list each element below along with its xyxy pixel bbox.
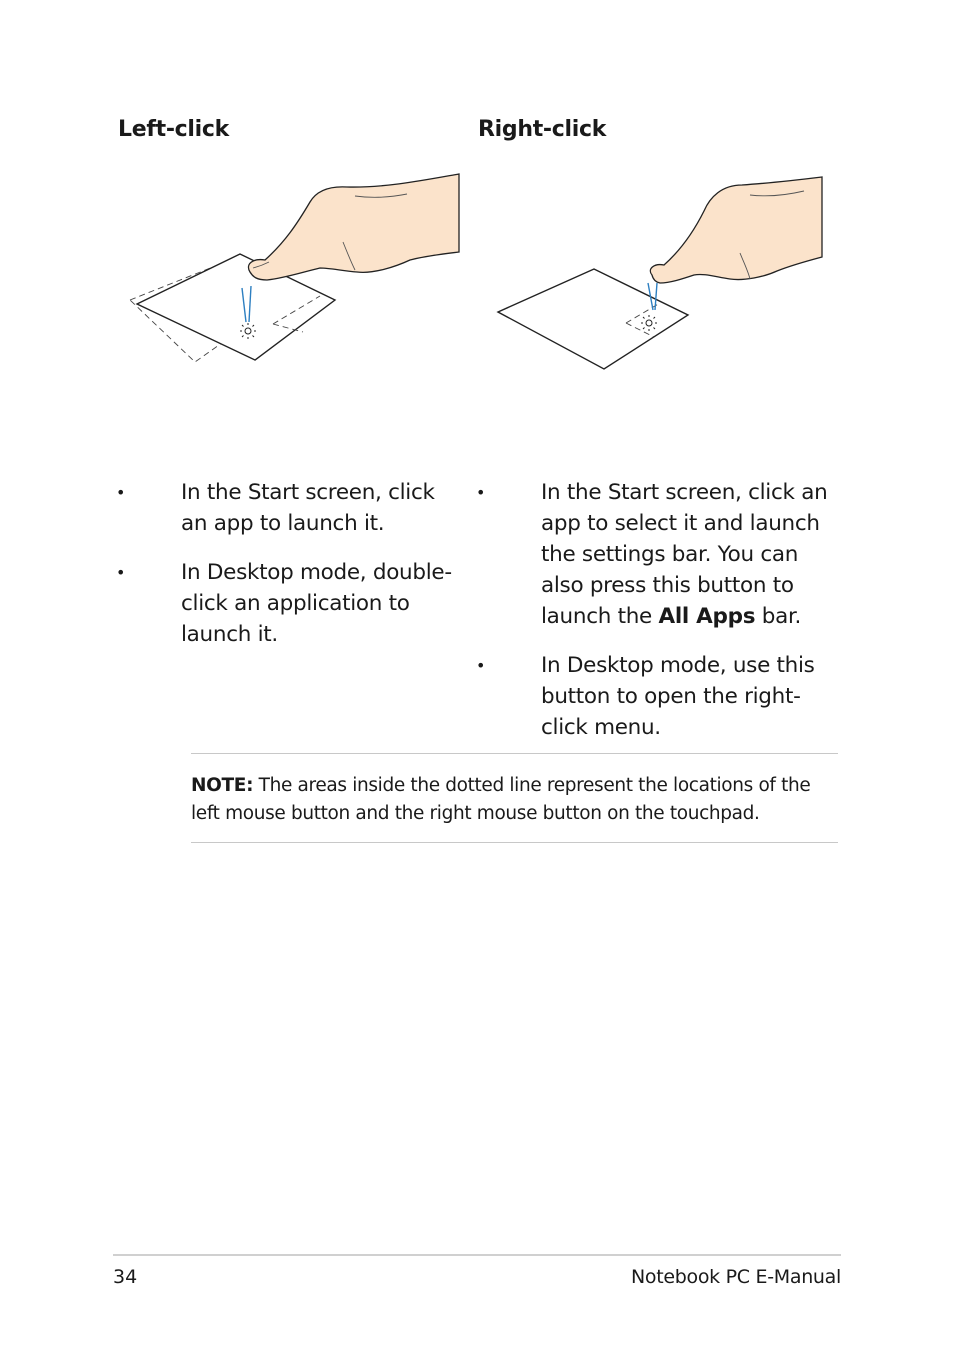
touchpad-surface [498, 269, 688, 369]
footer-divider [113, 1254, 841, 1256]
note-text: The areas inside the dotted line represent the locations of the left mouse button and the right mouse button on the touchpad. [191, 775, 811, 824]
left-click-heading: Left-click [118, 117, 229, 142]
page-number: 34 [113, 1266, 138, 1288]
bullet-icon: • [116, 483, 126, 502]
bullet-icon: • [476, 656, 486, 675]
right-click-heading: Right-click [478, 117, 607, 142]
note-box [191, 772, 841, 828]
list-item [113, 557, 458, 650]
left-click-bullet-list [113, 477, 458, 668]
bullet-icon: • [116, 563, 126, 582]
note-divider-bottom [191, 842, 838, 843]
list-item [113, 477, 458, 539]
right-click-bullet-list [473, 477, 843, 761]
list-item-text-pre: In the Start screen, click an app to select it and launch the settings bar. You can also press this button to launch the [541, 480, 828, 629]
list-item [473, 477, 843, 632]
list-item [473, 650, 843, 743]
footer-title: Notebook PC E-Manual [631, 1266, 841, 1288]
right-click-illustration [492, 175, 827, 375]
list-item-text: In Desktop mode, double-click an application to launch it. [181, 560, 452, 647]
list-item-text: In Desktop mode, use this button to open the right-click menu. [541, 653, 815, 740]
bullet-icon: • [476, 483, 486, 502]
list-item-text-post: bar. [755, 604, 802, 629]
note-label: NOTE: [191, 775, 254, 796]
all-apps-emphasis: All Apps [658, 604, 756, 629]
left-click-illustration [125, 172, 465, 367]
list-item-text: In the Start screen, click an app to launch it. [181, 480, 435, 536]
note-divider-top [191, 753, 838, 754]
list-item-text [541, 480, 827, 629]
finger-icon [248, 174, 459, 280]
